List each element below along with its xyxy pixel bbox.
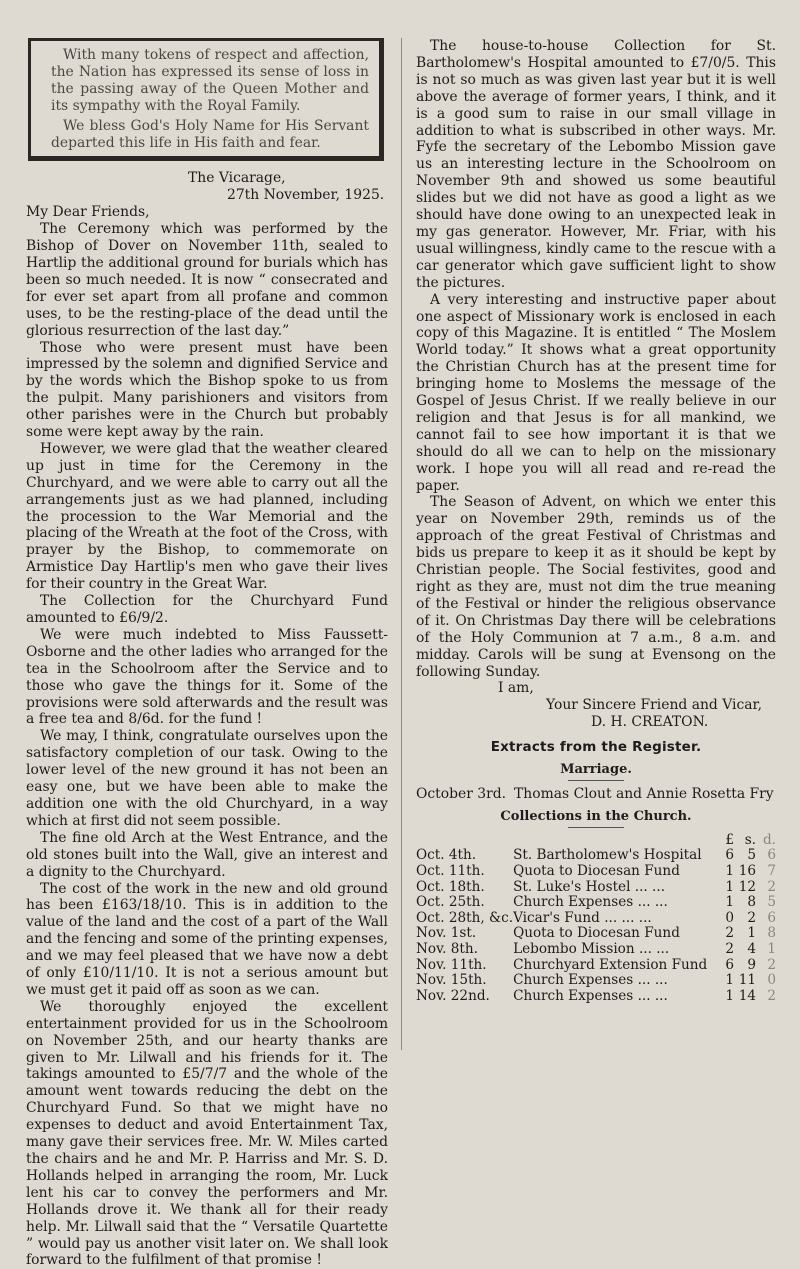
memorial-notice-box	[28, 38, 384, 161]
collection-purpose: Quota to Diocesan Fund	[513, 862, 680, 879]
collection-shillings: 9	[747, 956, 756, 973]
notice-text-2: We bless God's Holy Name for His Servant departed this life in His faith and fear.	[51, 117, 369, 151]
collection-pence: 1	[767, 940, 776, 957]
collection-date: Nov. 8th.	[416, 940, 478, 957]
collection-date: Oct. 4th.	[416, 847, 477, 864]
collection-date: Oct. 18th.	[416, 878, 485, 895]
collection-pence: 6	[767, 909, 776, 926]
collection-pounds: 1	[725, 862, 734, 879]
collection-shillings: 12	[738, 878, 756, 895]
collection-date: Oct. 25th.	[416, 894, 485, 911]
collection-pounds: 6	[725, 956, 734, 973]
letter-paragraph: A very interesting and instructive paper about one aspect of Missionary work is enclosed in each copy of this Magazine. It is entitled “ The Moslem World today.” It shows what a great opportunity the Christian Church has at the present time for bringing home to Moslems the message of the Gospel of Jesus Christ. If we really believe in our religion and that Jesus is for all mankind, we cannot fail to see how important it is that we should do all we can to help on the missionary work. I hope you will all read and re-read the paper.	[416, 291, 776, 494]
collection-pence: 7	[767, 862, 776, 879]
letter-paragraph: We may, I think, congratulate ourselves upon the satisfactory completion of our task. Owing to the lower level of the new ground it has not been an easy one, but we have been able to make the addition one with the old Churchyard, in a way which at first did not seem possible.	[26, 728, 388, 829]
marriage-entry	[416, 786, 776, 803]
collection-pence: 5	[767, 894, 776, 911]
right-column	[416, 38, 776, 1072]
table-row	[416, 848, 776, 864]
collection-pence: 2	[767, 987, 776, 1004]
letter-closing: I am,	[498, 680, 534, 697]
collection-date: Nov. 11th.	[416, 956, 487, 973]
collection-pence: 0	[767, 972, 776, 989]
collection-shillings: 4	[747, 940, 756, 957]
table-row	[416, 864, 776, 880]
collection-pence: 8	[767, 925, 776, 942]
collection-purpose: St. Bartholomew's Hospital	[513, 847, 702, 864]
shillings-column-header: s.	[744, 831, 756, 848]
collection-purpose: Lebombo Mission ... ...	[513, 940, 670, 957]
collections-heading: Collections in the Church.	[500, 808, 692, 824]
collections-header-row	[416, 833, 776, 849]
collection-date: Oct. 28th, &c.	[416, 909, 514, 926]
collection-shillings: 1	[747, 925, 756, 942]
letter-address: The Vicarage,	[188, 170, 286, 187]
collection-pounds: 1	[725, 972, 734, 989]
letter-paragraph: The fine old Arch at the West Entrance, and the old stones built into the Wall, give an interest and a dignity to the Churchyard.	[26, 829, 388, 880]
collection-pounds: 0	[725, 909, 734, 926]
collection-shillings: 5	[747, 847, 756, 864]
collection-pounds: 2	[725, 940, 734, 957]
collection-purpose: Church Expenses ... ...	[513, 894, 668, 911]
notice-text-1: With many tokens of respect and affection, the Nation has expressed its sense of loss in the passing away of the Queen Mother and its sympathy with the Royal Family.	[51, 47, 369, 114]
letter-paragraph: Those who were present must have been impressed by the solemn and dignified Service and by the words which the Bishop spoke to us from the pulpit. Many parishioners and visitors from other parishes were in the Church but probably some were kept away by the rain.	[26, 339, 388, 441]
column-divider	[401, 38, 402, 1050]
letter-paragraph: The Ceremony which was performed by the Bishop of Dover on November 11th, sealed to Hartlip the additional ground for burials which has been so much needed. It is now “ consecrated and for ever set apart from all profane and common uses, to be the resting-place of the dead until the glorious resurrection of the last day.”	[26, 221, 388, 339]
letter-salutation: My Dear Friends,	[26, 204, 150, 221]
collection-shillings: 2	[747, 909, 756, 926]
letter-signature: D. H. CREATON.	[591, 714, 709, 731]
table-row	[416, 911, 776, 927]
table-row	[416, 958, 776, 974]
marriage-date: October 3rd.	[416, 785, 507, 802]
collection-date: Nov. 15th.	[416, 972, 487, 989]
table-row	[416, 926, 776, 942]
collection-purpose: Church Expenses ... ...	[513, 972, 668, 989]
collection-pounds: 1	[725, 987, 734, 1004]
table-row	[416, 942, 776, 958]
collection-purpose: Vicar's Fund ... ... ...	[513, 909, 652, 926]
letter-paragraph: The cost of the work in the new and old ground has been £163/18/10. This is in addition to the value of the land and the cost of a part of the Wall and the fencing and some of the printing expenses, and we may feel pleased that we have now a debt of only £10/11/10. It is not a serious amount but we must get it paid off as soon as we can.	[26, 880, 388, 998]
collections-table	[416, 833, 776, 1005]
letter-paragraph: We were much indebted to Miss Faussett-Osborne and the other ladies who arranged for the tea in the Schoolroom after the Service and to those who gave the things for it. Some of the provisions were sold afterwards and the result was a free tea and 8/6d. for the fund !	[26, 626, 388, 728]
collection-pounds: 2	[725, 925, 734, 942]
letter-paragraph: The Collection for the Churchyard Fund amounted to £6/9/2.	[26, 593, 388, 626]
collection-shillings: 11	[738, 972, 756, 989]
letter-date: 27th November, 1925.	[227, 187, 385, 204]
collection-pence: 2	[767, 956, 776, 973]
table-row	[416, 989, 776, 1005]
pence-column-header: d.	[762, 831, 776, 848]
letter-valediction: Your Sincere Friend and Vicar,	[546, 697, 763, 714]
collection-pounds: 6	[725, 847, 734, 864]
letter-paragraph: However, we were glad that the weather cleared up just in time for the Ceremony in the Churchyard, and we were able to carry out all the arrangements just as we had planned, including the procession to the War Memorial and the placing of the Wreath at the foot of the Cross, with prayer by the Bishop, to commemorate on Armistice Day Hartlip's men who gave their lives for their country in the Great War.	[26, 440, 388, 593]
collection-shillings: 14	[738, 987, 756, 1004]
table-row	[416, 895, 776, 911]
collection-pence: 6	[767, 847, 776, 864]
letter-paragraph: The Season of Advent, on which we enter this year on November 29th, reminds us of the approach of the great Festival of Christmas and bids us prepare to keep it as it should be kept by Christian people. The Social festivites, good and right as they are, must not dim the true meaning of the Festival or hinder the religious observance of it. On Christmas Day there will be celebrations of the Holy Communion at 7 a.m., 8 a.m. and midday. Carols will be sung at Evensong on the following Sunday.	[416, 494, 776, 680]
heading-rule	[568, 827, 624, 828]
collection-shillings: 8	[747, 894, 756, 911]
register-title: Extracts from the Register.	[490, 739, 702, 756]
collection-purpose: Churchyard Extension Fund	[513, 956, 708, 973]
marriage-names: Thomas Clout and Annie Rosetta Fry	[514, 785, 774, 802]
collection-date: Nov. 22nd.	[416, 987, 490, 1004]
collection-shillings: 16	[738, 862, 756, 879]
collection-pounds: 1	[725, 878, 734, 895]
collection-pounds: 1	[725, 894, 734, 911]
collection-date: Oct. 11th.	[416, 862, 485, 879]
letter-paragraph: The house-to-house Collection for St. Bartholomew's Hospital amounted to £7/0/5. This is not so much as was given last year but it is well above the average of former years, I think, and it is a good sum to raise in our small village in addition to what is subscribed in other ways. Mr. Fyfe the secretary of the Lebombo Mission gave us an interesting lecture in the Schoolroom on November 9th and showed us some beautiful slides but we did not have as good a light as we should have done owing to an unexpected leak in my gas generator. However, Mr. Friar, with his usual willingness, kindly came to the rescue with a car generator which gave sufficient light to show the pictures.	[416, 38, 776, 291]
collection-date: Nov. 1st.	[416, 925, 477, 942]
table-row	[416, 880, 776, 896]
collection-pence: 2	[767, 878, 776, 895]
table-row	[416, 973, 776, 989]
marriage-heading: Marriage.	[560, 762, 632, 778]
left-column	[26, 38, 388, 1269]
collection-purpose: Quota to Diocesan Fund	[513, 925, 680, 942]
collection-purpose: Church Expenses ... ...	[513, 987, 668, 1004]
collection-purpose: St. Luke's Hostel ... ...	[513, 878, 666, 895]
heading-rule	[568, 780, 624, 781]
pounds-column-header: £	[725, 831, 734, 848]
letter-paragraph-continued: We thoroughly enjoyed the excellent entertainment provided for us in the Schoolroom on November 25th, and our hearty thanks are given to Mr. Lilwall and his friends for it. The takings amounted to £5/7/7 and the whole of the amount went towards reducing the debt on the Churchyard Fund. So that we might have no expenses to deduct and avoid Entertainment Tax, many gave their services free. Mr. W. Miles carted the chairs and he and Mr. P. Harriss and Mr. S. D. Hollands helped in arranging the room, Mr. Luck lent his car to convey the performers and Mr. Hollands drove it. We thank all for their ready help. Mr. Lilwall said that the “ Versatile Quartette ” would pay us another visit later on. We shall look forward to the fulfilment of that promise !	[26, 998, 388, 1269]
